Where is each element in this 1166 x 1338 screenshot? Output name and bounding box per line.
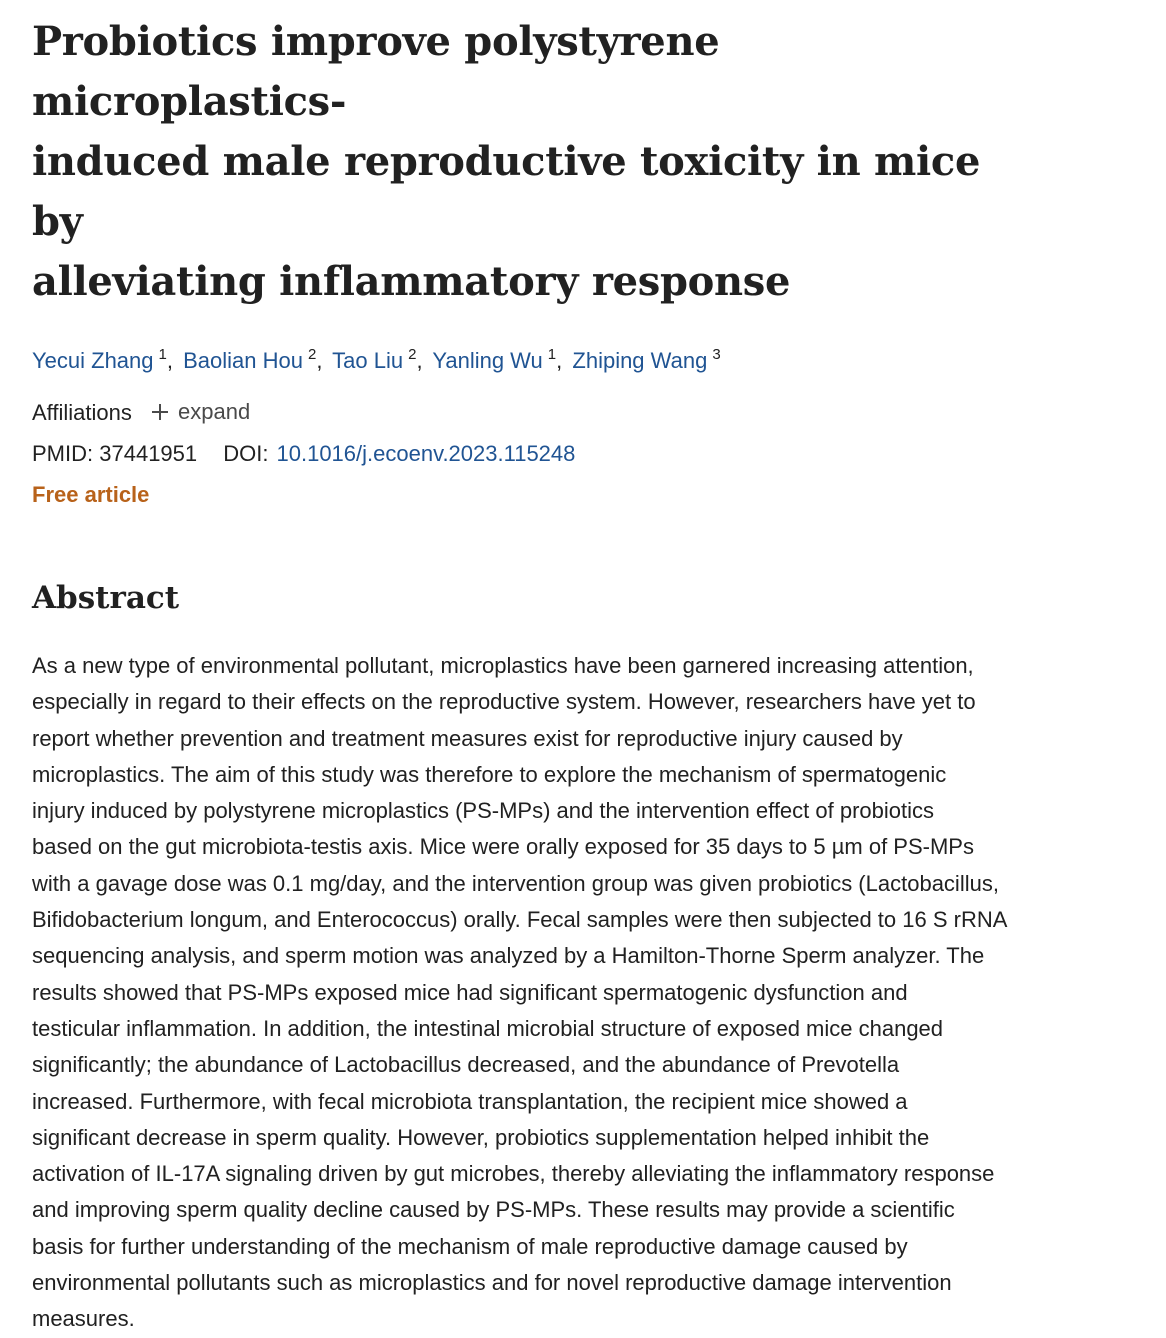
abstract-line: As a new type of environmental pollutant, microplastics have been garnered increasing attention, bbox=[32, 653, 974, 678]
author-item bbox=[332, 348, 426, 373]
abstract-line: with a gavage dose was 0.1 mg/day, and the intervention group was given probiotics (Lactobacillus, bbox=[32, 870, 999, 896]
pmid-label: PMID: bbox=[32, 441, 94, 466]
title-line: Probiotics improve polystyrene microplastics- bbox=[32, 18, 720, 125]
authors-list bbox=[32, 340, 1142, 376]
affiliation-ref[interactable]: 2 bbox=[408, 346, 417, 363]
affiliation-ref[interactable]: 3 bbox=[712, 346, 721, 363]
abstract-text bbox=[32, 648, 1142, 1338]
author-separator: , bbox=[166, 348, 173, 373]
author-link[interactable]: Yecui Zhang bbox=[32, 348, 154, 373]
author-item bbox=[572, 348, 720, 373]
title-line: alleviating inflammatory response bbox=[32, 258, 791, 305]
abstract-line: injury induced by polystyrene microplastics (PS-MPs) and the intervention effect of probiotics bbox=[32, 798, 935, 824]
doi-link[interactable]: 10.1016/j.ecoenv.2023.115248 bbox=[276, 441, 576, 466]
affiliation-ref[interactable]: 1 bbox=[158, 346, 167, 363]
author-link[interactable]: Baolian Hou bbox=[183, 348, 303, 373]
abstract-line: environmental pollutants such as microplastics and for novel reproductive damage intervention bbox=[32, 1270, 952, 1296]
abstract-line: increased. Furthermore, with fecal microbiota transplantation, the recipient mice showed a bbox=[32, 1088, 908, 1114]
author-item bbox=[432, 348, 566, 373]
expand-affiliations-button[interactable] bbox=[152, 397, 250, 427]
expand-label: expand bbox=[178, 399, 251, 424]
free-article-badge: Free article bbox=[32, 482, 150, 507]
plus-icon bbox=[152, 404, 168, 420]
abstract-line: activation of IL-17A signaling driven by gut microbes, thereby alleviating the inflammatory response bbox=[32, 1161, 995, 1187]
title-line: induced male reproductive toxicity in mice by bbox=[32, 138, 981, 245]
article-page bbox=[32, 0, 1142, 1338]
affiliations-label: Affiliations bbox=[32, 400, 132, 425]
abstract-line: significantly; the abundance of Lactobacillus decreased, and the abundance of Prevotella bbox=[32, 1052, 900, 1078]
doi-label: DOI: bbox=[223, 441, 269, 466]
author-item bbox=[32, 348, 177, 373]
author-separator: , bbox=[556, 348, 563, 373]
abstract-line: Bifidobacterium longum, and Enterococcus) orally. Fecal samples were then subjected to 16 S rRNA bbox=[32, 907, 1008, 933]
pmid-value: 37441951 bbox=[99, 441, 198, 466]
affiliation-ref[interactable]: 1 bbox=[547, 346, 557, 363]
author-item bbox=[183, 348, 326, 373]
abstract-line: testicular inflammation. In addition, the intestinal microbial structure of exposed mice changed bbox=[32, 1015, 944, 1041]
author-separator: , bbox=[416, 348, 423, 373]
affiliation-ref[interactable]: 2 bbox=[307, 346, 317, 363]
abstract-line: basis for further understanding of the mechanism of male reproductive damage caused by bbox=[32, 1233, 908, 1259]
abstract-line: measures. bbox=[32, 1306, 135, 1332]
abstract-line: results showed that PS-MPs exposed mice had significant spermatogenic dysfunction and bbox=[32, 979, 908, 1005]
abstract-line: especially in regard to their effects on the reproductive system. However, researchers have yet to bbox=[32, 689, 976, 715]
abstract-line: based on the gut microbiota-testis axis. Mice were orally exposed for 35 days to 5 µm of PS-MPs bbox=[32, 834, 974, 860]
author-link[interactable]: Tao Liu bbox=[332, 348, 404, 373]
author-link[interactable]: Yanling Wu bbox=[432, 348, 543, 373]
article-title bbox=[32, 0, 1032, 312]
identifiers-row bbox=[32, 439, 1142, 469]
author-separator: , bbox=[316, 348, 323, 373]
abstract-line: report whether prevention and treatment measures exist for reproductive injury caused by bbox=[32, 725, 903, 751]
abstract-heading: Abstract bbox=[32, 580, 180, 616]
abstract-line: and improving sperm quality decline caused by PS-MPs. These results may provide a scientific bbox=[32, 1197, 955, 1223]
abstract-line: sequencing analysis, and sperm motion was analyzed by a Hamilton-Thorne Sperm analyzer. The bbox=[32, 943, 985, 969]
abstract-line: significant decrease in sperm quality. However, probiotics supplementation helped inhibit the bbox=[32, 1124, 930, 1150]
abstract-line: microplastics. The aim of this study was therefore to explore the mechanism of spermatogenic bbox=[32, 761, 947, 787]
affiliations-row bbox=[32, 397, 1142, 428]
author-link[interactable]: Zhiping Wang bbox=[572, 348, 708, 373]
